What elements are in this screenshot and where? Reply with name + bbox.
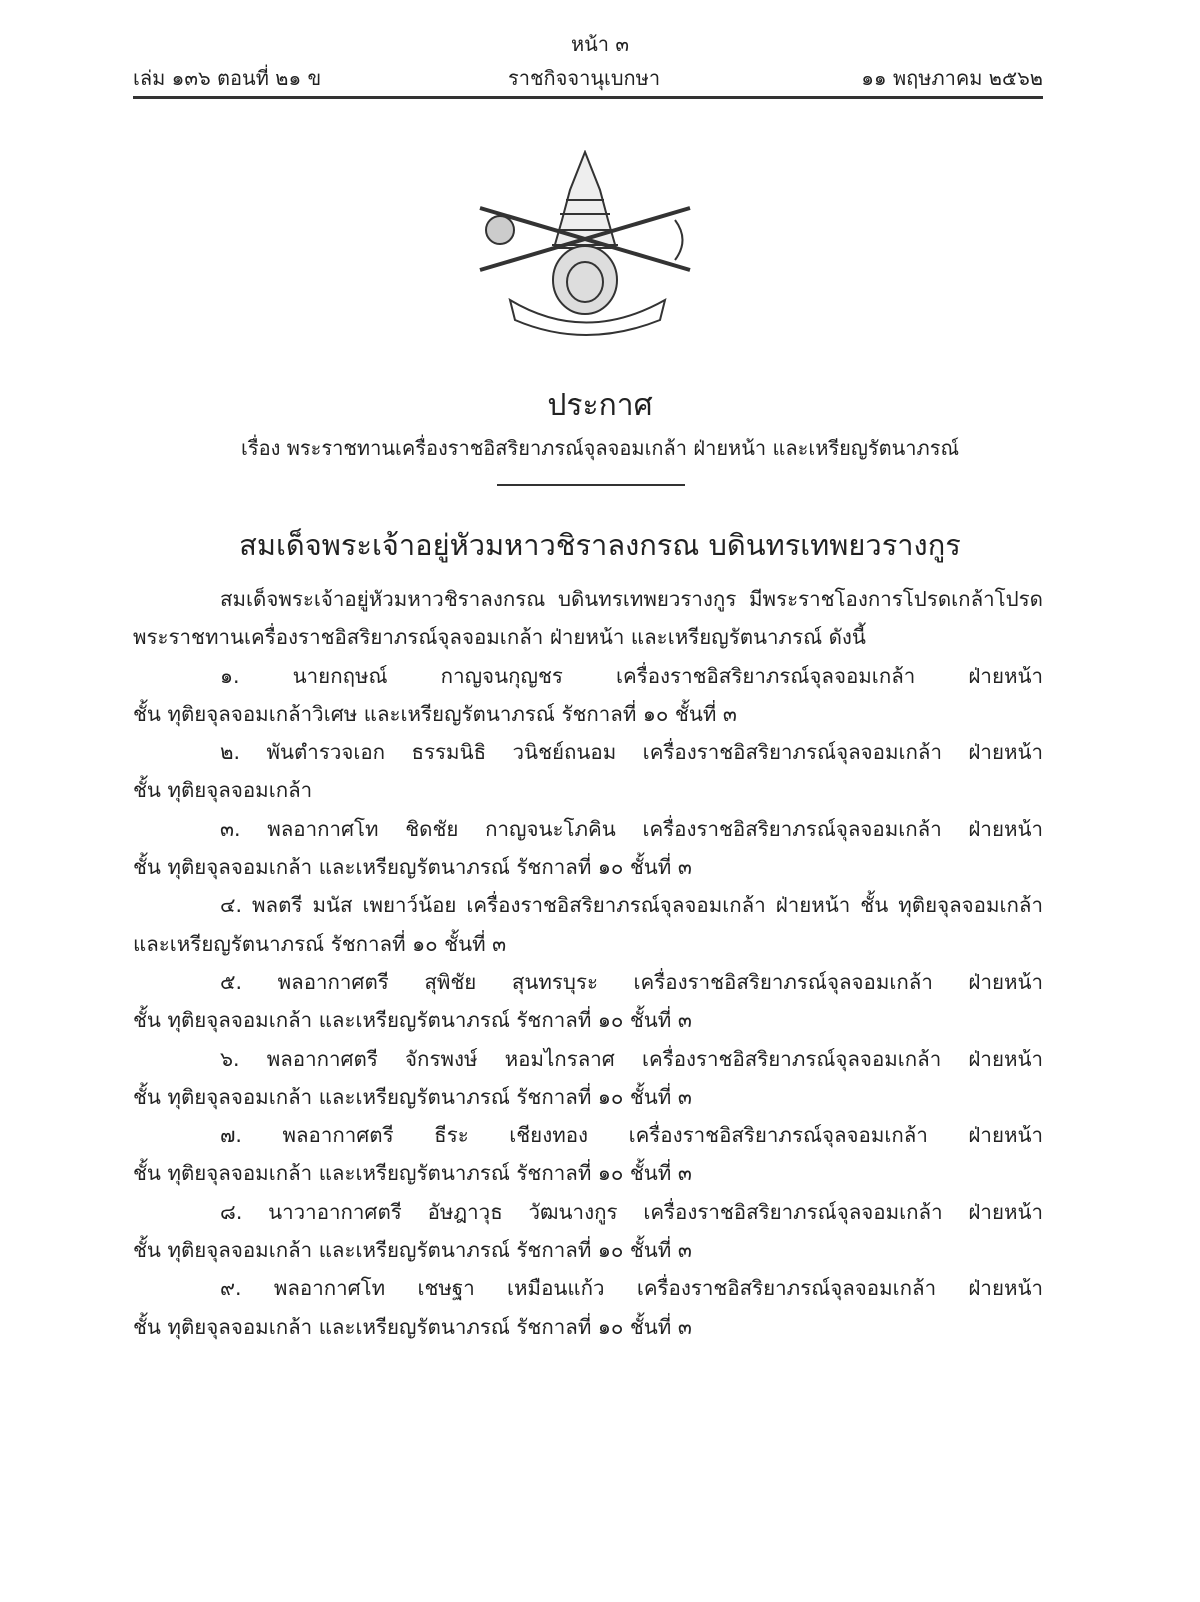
award-item-line: ชั้น ทุติยจุลจอมเกล้า และเหรียญรัตนาภรณ์ รัชกาลที่ ๑๐ ชั้นที่ ๓ [133,855,692,880]
announcement-subject: เรื่อง พระราชทานเครื่องราชอิสริยาภรณ์จุลจอมเกล้า ฝ่ายหน้า และเหรียญรัตนาภรณ์ [241,436,959,460]
king-name-heading: สมเด็จพระเจ้าอยู่หัวมหาวชิราลงกรณ บดินทรเทพยวรางกูร [239,528,961,562]
royal-seal-emblem [470,150,700,340]
award-item-line: ๙. พลอากาศโท เชษฐา เหมือนแก้ว เครื่องราชอิสริยาภรณ์จุลจอมเกล้า ฝ่ายหน้า [220,1276,1043,1301]
award-item-line: ชั้น ทุติยจุลจอมเกล้า [133,778,313,803]
award-item-line: ชั้น ทุติยจุลจอมเกล้า และเหรียญรัตนาภรณ์ รัชกาลที่ ๑๐ ชั้นที่ ๓ [133,1008,692,1033]
award-item-line: ๕. พลอากาศตรี สุพิชัย สุนทรบุระ เครื่องราชอิสริยาภรณ์จุลจอมเกล้า ฝ่ายหน้า [220,969,1043,994]
award-item-line: ชั้น ทุติยจุลจอมเกล้า และเหรียญรัตนาภรณ์ รัชกาลที่ ๑๐ ชั้นที่ ๓ [133,1314,692,1339]
intro-line-2: พระราชทานเครื่องราชอิสริยาภรณ์จุลจอมเกล้า ฝ่ายหน้า และเหรียญรัตนาภรณ์ ดังนี้ [133,625,866,650]
intro-line-1: สมเด็จพระเจ้าอยู่หัวมหาวชิราลงกรณ บดินทรเทพยวรางกูร มีพระราชโองการโปรดเกล้าโปรด [220,587,1043,611]
award-item-line: ชั้น ทุติยจุลจอมเกล้า และเหรียญรัตนาภรณ์ รัชกาลที่ ๑๐ ชั้นที่ ๓ [133,1238,692,1263]
award-item-line: ชั้น ทุติยจุลจอมเกล้าวิเศษ และเหรียญรัตนาภรณ์ รัชกาลที่ ๑๐ ชั้นที่ ๓ [133,701,737,726]
award-item-line: ๖. พลอากาศตรี จักรพงษ์ หอมไกรลาศ เครื่องราชอิสริยาภรณ์จุลจอมเกล้า ฝ่ายหน้า [220,1046,1043,1071]
header-divider [133,96,1043,99]
award-item-line: ๓. พลอากาศโท ชิดชัย กาญจนะโภคิน เครื่องราชอิสริยาภรณ์จุลจอมเกล้า ฝ่ายหน้า [220,816,1043,841]
announcement-title: ประกาศ [547,388,653,423]
award-item-line: ชั้น ทุติยจุลจอมเกล้า และเหรียญรัตนาภรณ์ รัชกาลที่ ๑๐ ชั้นที่ ๓ [133,1161,692,1186]
award-item-line: ๗. พลอากาศตรี ธีระ เชียงทอง เครื่องราชอิสริยาภรณ์จุลจอมเกล้า ฝ่ายหน้า [220,1123,1043,1148]
award-item-line: และเหรียญรัตนาภรณ์ รัชกาลที่ ๑๐ ชั้นที่ ๓ [133,931,507,956]
publication-date: ๑๑ พฤษภาคม ๒๕๖๒ [861,66,1043,90]
award-item-line: ๒. พันตำรวจเอก ธรรมนิธิ วนิชย์ถนอม เครื่องราชอิสริยาภรณ์จุลจอมเกล้า ฝ่ายหน้า [220,740,1043,765]
announcement-body [133,580,1043,1346]
gazette-header [133,62,1043,92]
page-number: หน้า ๓ [570,32,630,56]
volume-issue: เล่ม ๑๓๖ ตอนที่ ๒๑ ข [133,66,322,90]
award-item-line: ๘. นาวาอากาศตรี อัษฎาวุธ วัฒนางกูร เครื่องราชอิสริยาภรณ์จุลจอมเกล้า ฝ่ายหน้า [220,1199,1043,1224]
publication-name: ราชกิจจานุเบกษา [508,66,661,90]
award-item-line: ชั้น ทุติยจุลจอมเกล้า และเหรียญรัตนาภรณ์ รัชกาลที่ ๑๐ ชั้นที่ ๓ [133,1084,692,1109]
award-item-line: ๔. พลตรี มนัส เพยาว์น้อย เครื่องราชอิสริยาภรณ์จุลจอมเกล้า ฝ่ายหน้า ชั้น ทุติยจุลจอมเกล้า [220,893,1043,918]
title-divider [497,484,685,486]
award-item-line: ๑. นายกฤษณ์ กาญจนกุญชร เครื่องราชอิสริยาภรณ์จุลจอมเกล้า ฝ่ายหน้า [220,663,1043,688]
